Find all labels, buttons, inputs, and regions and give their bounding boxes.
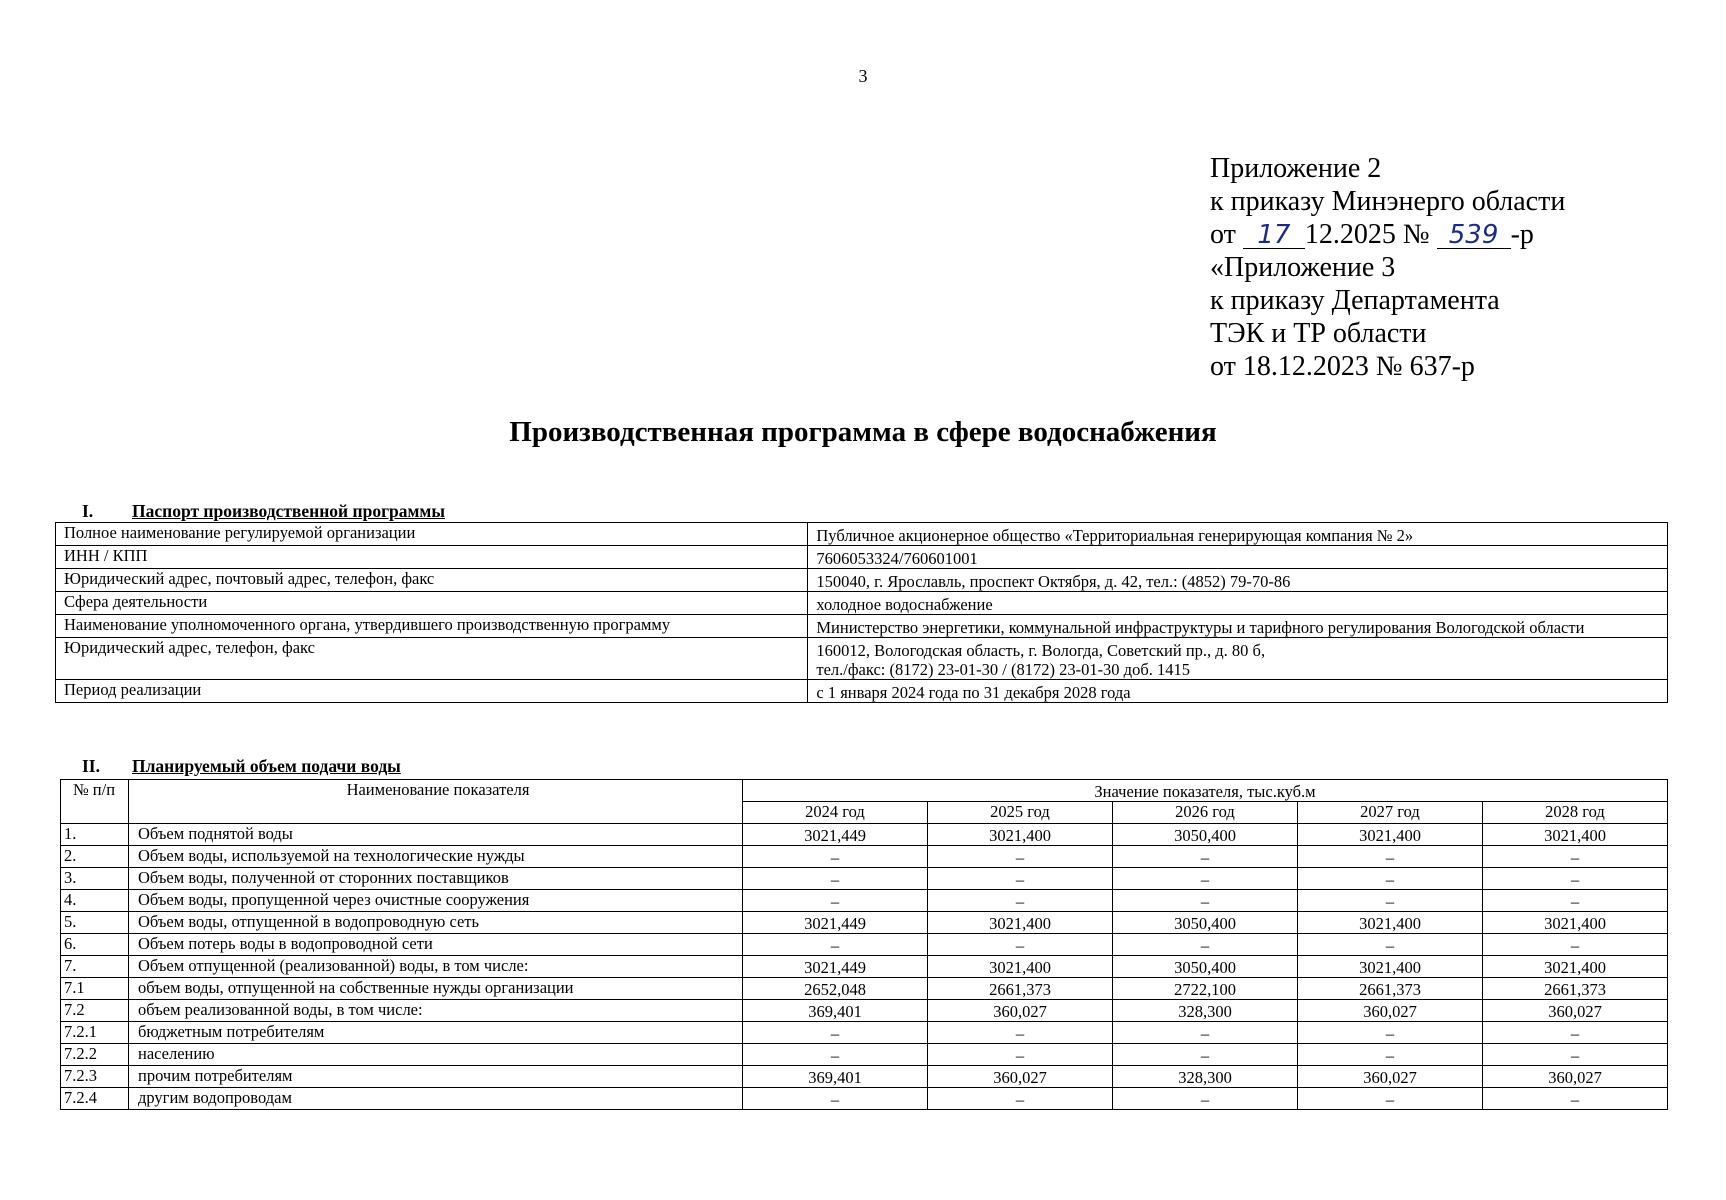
row-number: 7.2.3 bbox=[61, 1066, 129, 1088]
appendix-line: «Приложение 3 bbox=[1210, 252, 1396, 283]
row-value: 360,027 bbox=[928, 1066, 1113, 1088]
section-1-heading bbox=[82, 501, 445, 522]
row-value: 360,027 bbox=[1298, 1000, 1483, 1022]
passport-label: Наименование уполномоченного органа, утвердившего производственную программу bbox=[56, 615, 808, 638]
passport-value-text: 7606053324/760601001 bbox=[816, 549, 978, 568]
section-1-title: Паспорт производственной программы bbox=[132, 501, 446, 521]
row-value: 3021,400 bbox=[1483, 912, 1668, 934]
row-value: 3021,400 bbox=[1298, 912, 1483, 934]
row-value: – bbox=[1113, 1088, 1298, 1110]
section-2-heading bbox=[82, 756, 401, 777]
row-number: 6. bbox=[61, 934, 129, 956]
row-value: – bbox=[743, 1088, 928, 1110]
passport-row bbox=[56, 546, 1668, 569]
row-indicator-name: другим водопроводам bbox=[129, 1088, 743, 1110]
row-value: – bbox=[743, 868, 928, 890]
row-indicator-name: бюджетным потребителям bbox=[129, 1022, 743, 1044]
row-value: – bbox=[1483, 1022, 1668, 1044]
row-value: – bbox=[1298, 934, 1483, 956]
row-value: 360,027 bbox=[1298, 1066, 1483, 1088]
passport-row bbox=[56, 523, 1668, 546]
row-value: 3021,400 bbox=[928, 912, 1113, 934]
passport-value bbox=[808, 680, 1668, 703]
header-year: 2024 год bbox=[743, 802, 928, 824]
row-number: 5. bbox=[61, 912, 129, 934]
row-value: – bbox=[743, 934, 928, 956]
row-value: 3050,400 bbox=[1113, 956, 1298, 978]
row-value: 369,401 bbox=[743, 1066, 928, 1088]
row-number: 7.1 bbox=[61, 978, 129, 1000]
passport-value-text: 160012, Вологодская область, г. Вологда, Советский пр., д. 80 б, bbox=[816, 641, 1266, 660]
appendix-block bbox=[1210, 152, 1690, 383]
table-row bbox=[61, 978, 1668, 1000]
handwritten-day: 17 bbox=[1243, 222, 1305, 249]
passport-value-text: Публичное акционерное общество «Территориальная генерирующая компания № 2» bbox=[816, 526, 1414, 545]
row-value: 2722,100 bbox=[1113, 978, 1298, 1000]
row-number: 7.2.2 bbox=[61, 1044, 129, 1066]
row-value: 360,027 bbox=[928, 1000, 1113, 1022]
row-value: – bbox=[1298, 1088, 1483, 1110]
row-value: – bbox=[1113, 890, 1298, 912]
row-value: 328,300 bbox=[1113, 1066, 1298, 1088]
header-value-group: Значение показателя, тыс.куб.м bbox=[743, 780, 1668, 802]
appendix-line: от 18.12.2023 № 637-р bbox=[1210, 351, 1475, 382]
passport-row bbox=[56, 569, 1668, 592]
passport-value-text: тел./факс: (8172) 23-01-30 / (8172) 23-01-30 доб. 1415 bbox=[816, 660, 1190, 679]
header-year: 2028 год bbox=[1483, 802, 1668, 824]
order-suffix: -р bbox=[1510, 219, 1534, 250]
appendix-order-line bbox=[1210, 218, 1690, 251]
passport-value-text: Министерство энергетики, коммунальной инфраструктуры и тарифного регулирования Вологодской области bbox=[816, 618, 1585, 637]
passport-value-text: с 1 января 2024 года по 31 декабря 2028 года bbox=[816, 683, 1131, 702]
appendix-line: к приказу Минэнерго области bbox=[1210, 186, 1566, 217]
row-value: 2661,373 bbox=[1298, 978, 1483, 1000]
row-value: – bbox=[1298, 1022, 1483, 1044]
row-indicator-name: Объем воды, пропущенной через очистные сооружения bbox=[129, 890, 743, 912]
row-value: 3021,449 bbox=[743, 824, 928, 846]
row-value: – bbox=[1113, 868, 1298, 890]
table-row bbox=[61, 934, 1668, 956]
water-volume-table bbox=[60, 779, 1668, 1110]
row-value: 3021,400 bbox=[1298, 956, 1483, 978]
order-prefix: от bbox=[1210, 219, 1236, 250]
row-indicator-name: прочим потребителям bbox=[129, 1066, 743, 1088]
passport-value bbox=[808, 523, 1668, 546]
row-value: 360,027 bbox=[1483, 1000, 1668, 1022]
row-number: 7.2.1 bbox=[61, 1022, 129, 1044]
passport-value bbox=[808, 569, 1668, 592]
appendix-line: Приложение 2 bbox=[1210, 153, 1382, 184]
row-value: – bbox=[743, 1022, 928, 1044]
row-value: – bbox=[743, 890, 928, 912]
header-year: 2026 год bbox=[1113, 802, 1298, 824]
row-value: – bbox=[1113, 1022, 1298, 1044]
passport-label: Период реализации bbox=[56, 680, 808, 703]
table-row bbox=[61, 890, 1668, 912]
row-value: – bbox=[1483, 1088, 1668, 1110]
row-value: 3021,400 bbox=[928, 824, 1113, 846]
table-row bbox=[61, 1000, 1668, 1022]
passport-value bbox=[808, 615, 1668, 638]
passport-table bbox=[55, 522, 1668, 703]
header-number: № п/п bbox=[61, 780, 129, 824]
passport-row bbox=[56, 680, 1668, 703]
document-title: Производственная программа в сфере водоснабжения bbox=[509, 416, 1217, 448]
table-row bbox=[61, 1066, 1668, 1088]
row-value: – bbox=[1483, 890, 1668, 912]
table-row bbox=[61, 868, 1668, 890]
section-2-number: II. bbox=[82, 756, 100, 776]
row-value: – bbox=[1298, 890, 1483, 912]
row-value: – bbox=[928, 1022, 1113, 1044]
row-value: – bbox=[1483, 846, 1668, 868]
table-row bbox=[61, 846, 1668, 868]
passport-value-text: 150040, г. Ярославль, проспект Октября, д. 42, тел.: (4852) 79-70-86 bbox=[816, 572, 1291, 591]
row-value: 3021,449 bbox=[743, 912, 928, 934]
page-number: 3 bbox=[858, 66, 868, 86]
header-indicator-name: Наименование показателя bbox=[129, 780, 743, 824]
row-value: 3021,400 bbox=[1483, 956, 1668, 978]
row-value: – bbox=[1483, 1044, 1668, 1066]
passport-row bbox=[56, 615, 1668, 638]
passport-label: Полное наименование регулируемой организации bbox=[56, 523, 808, 546]
row-value: 3050,400 bbox=[1113, 912, 1298, 934]
row-value: – bbox=[928, 868, 1113, 890]
table-row bbox=[61, 824, 1668, 846]
row-indicator-name: объем воды, отпущенной на собственные нужды организации bbox=[129, 978, 743, 1000]
passport-row bbox=[56, 592, 1668, 615]
row-value: 360,027 bbox=[1483, 1066, 1668, 1088]
row-value: – bbox=[928, 934, 1113, 956]
row-indicator-name: Объем воды, полученной от сторонних поставщиков bbox=[129, 868, 743, 890]
table-row bbox=[61, 1022, 1668, 1044]
header-year: 2027 год bbox=[1298, 802, 1483, 824]
passport-row bbox=[56, 638, 1668, 680]
table-row bbox=[61, 1044, 1668, 1066]
section-2-title: Планируемый объем подачи воды bbox=[132, 756, 401, 776]
row-indicator-name: Объем поднятой воды bbox=[129, 824, 743, 846]
row-value: – bbox=[1298, 1044, 1483, 1066]
row-value: 369,401 bbox=[743, 1000, 928, 1022]
row-value: – bbox=[1113, 1044, 1298, 1066]
row-value: 2661,373 bbox=[1483, 978, 1668, 1000]
header-year: 2025 год bbox=[928, 802, 1113, 824]
row-indicator-name: Объем потерь воды в водопроводной сети bbox=[129, 934, 743, 956]
row-indicator-name: населению bbox=[129, 1044, 743, 1066]
row-value: – bbox=[743, 1044, 928, 1066]
row-indicator-name: Объем отпущенной (реализованной) воды, в том числе: bbox=[129, 956, 743, 978]
row-indicator-name: объем реализованной воды, в том числе: bbox=[129, 1000, 743, 1022]
row-value: 3021,400 bbox=[928, 956, 1113, 978]
row-number: 7.2.4 bbox=[61, 1088, 129, 1110]
appendix-line: ТЭК и ТР области bbox=[1210, 318, 1427, 349]
row-value: 328,300 bbox=[1113, 1000, 1298, 1022]
row-value: 3050,400 bbox=[1113, 824, 1298, 846]
table-header-row bbox=[61, 780, 1668, 802]
section-1-number: I. bbox=[82, 501, 94, 521]
row-number: 4. bbox=[61, 890, 129, 912]
passport-value bbox=[808, 638, 1668, 680]
order-date-mid: 12.2025 № bbox=[1304, 219, 1430, 250]
passport-label: ИНН / КПП bbox=[56, 546, 808, 569]
passport-label: Юридический адрес, почтовый адрес, телефон, факс bbox=[56, 569, 808, 592]
row-value: 2652,048 bbox=[743, 978, 928, 1000]
row-number: 3. bbox=[61, 868, 129, 890]
passport-label: Сфера деятельности bbox=[56, 592, 808, 615]
passport-value-text: холодное водоснабжение bbox=[816, 595, 993, 614]
table-row bbox=[61, 1088, 1668, 1110]
row-value: 2661,373 bbox=[928, 978, 1113, 1000]
passport-value bbox=[808, 592, 1668, 615]
row-value: – bbox=[1298, 868, 1483, 890]
row-value: 3021,400 bbox=[1483, 824, 1668, 846]
row-number: 1. bbox=[61, 824, 129, 846]
appendix-line: к приказу Департамента bbox=[1210, 285, 1500, 316]
row-number: 7. bbox=[61, 956, 129, 978]
row-value: – bbox=[1483, 868, 1668, 890]
row-value: – bbox=[928, 846, 1113, 868]
row-value: – bbox=[1298, 846, 1483, 868]
row-value: – bbox=[928, 1088, 1113, 1110]
row-value: – bbox=[928, 890, 1113, 912]
row-value: – bbox=[928, 1044, 1113, 1066]
row-value: – bbox=[1113, 846, 1298, 868]
table-row bbox=[61, 912, 1668, 934]
row-number: 2. bbox=[61, 846, 129, 868]
row-indicator-name: Объем воды, отпущенной в водопроводную сеть bbox=[129, 912, 743, 934]
row-value: – bbox=[1483, 934, 1668, 956]
passport-label: Юридический адрес, телефон, факс bbox=[56, 638, 808, 680]
row-indicator-name: Объем воды, используемой на технологические нужды bbox=[129, 846, 743, 868]
row-value: 3021,449 bbox=[743, 956, 928, 978]
row-number: 7.2 bbox=[61, 1000, 129, 1022]
row-value: – bbox=[743, 846, 928, 868]
passport-value bbox=[808, 546, 1668, 569]
table-row bbox=[61, 956, 1668, 978]
row-value: 3021,400 bbox=[1298, 824, 1483, 846]
row-value: – bbox=[1113, 934, 1298, 956]
handwritten-order-number: 539 bbox=[1437, 222, 1511, 249]
